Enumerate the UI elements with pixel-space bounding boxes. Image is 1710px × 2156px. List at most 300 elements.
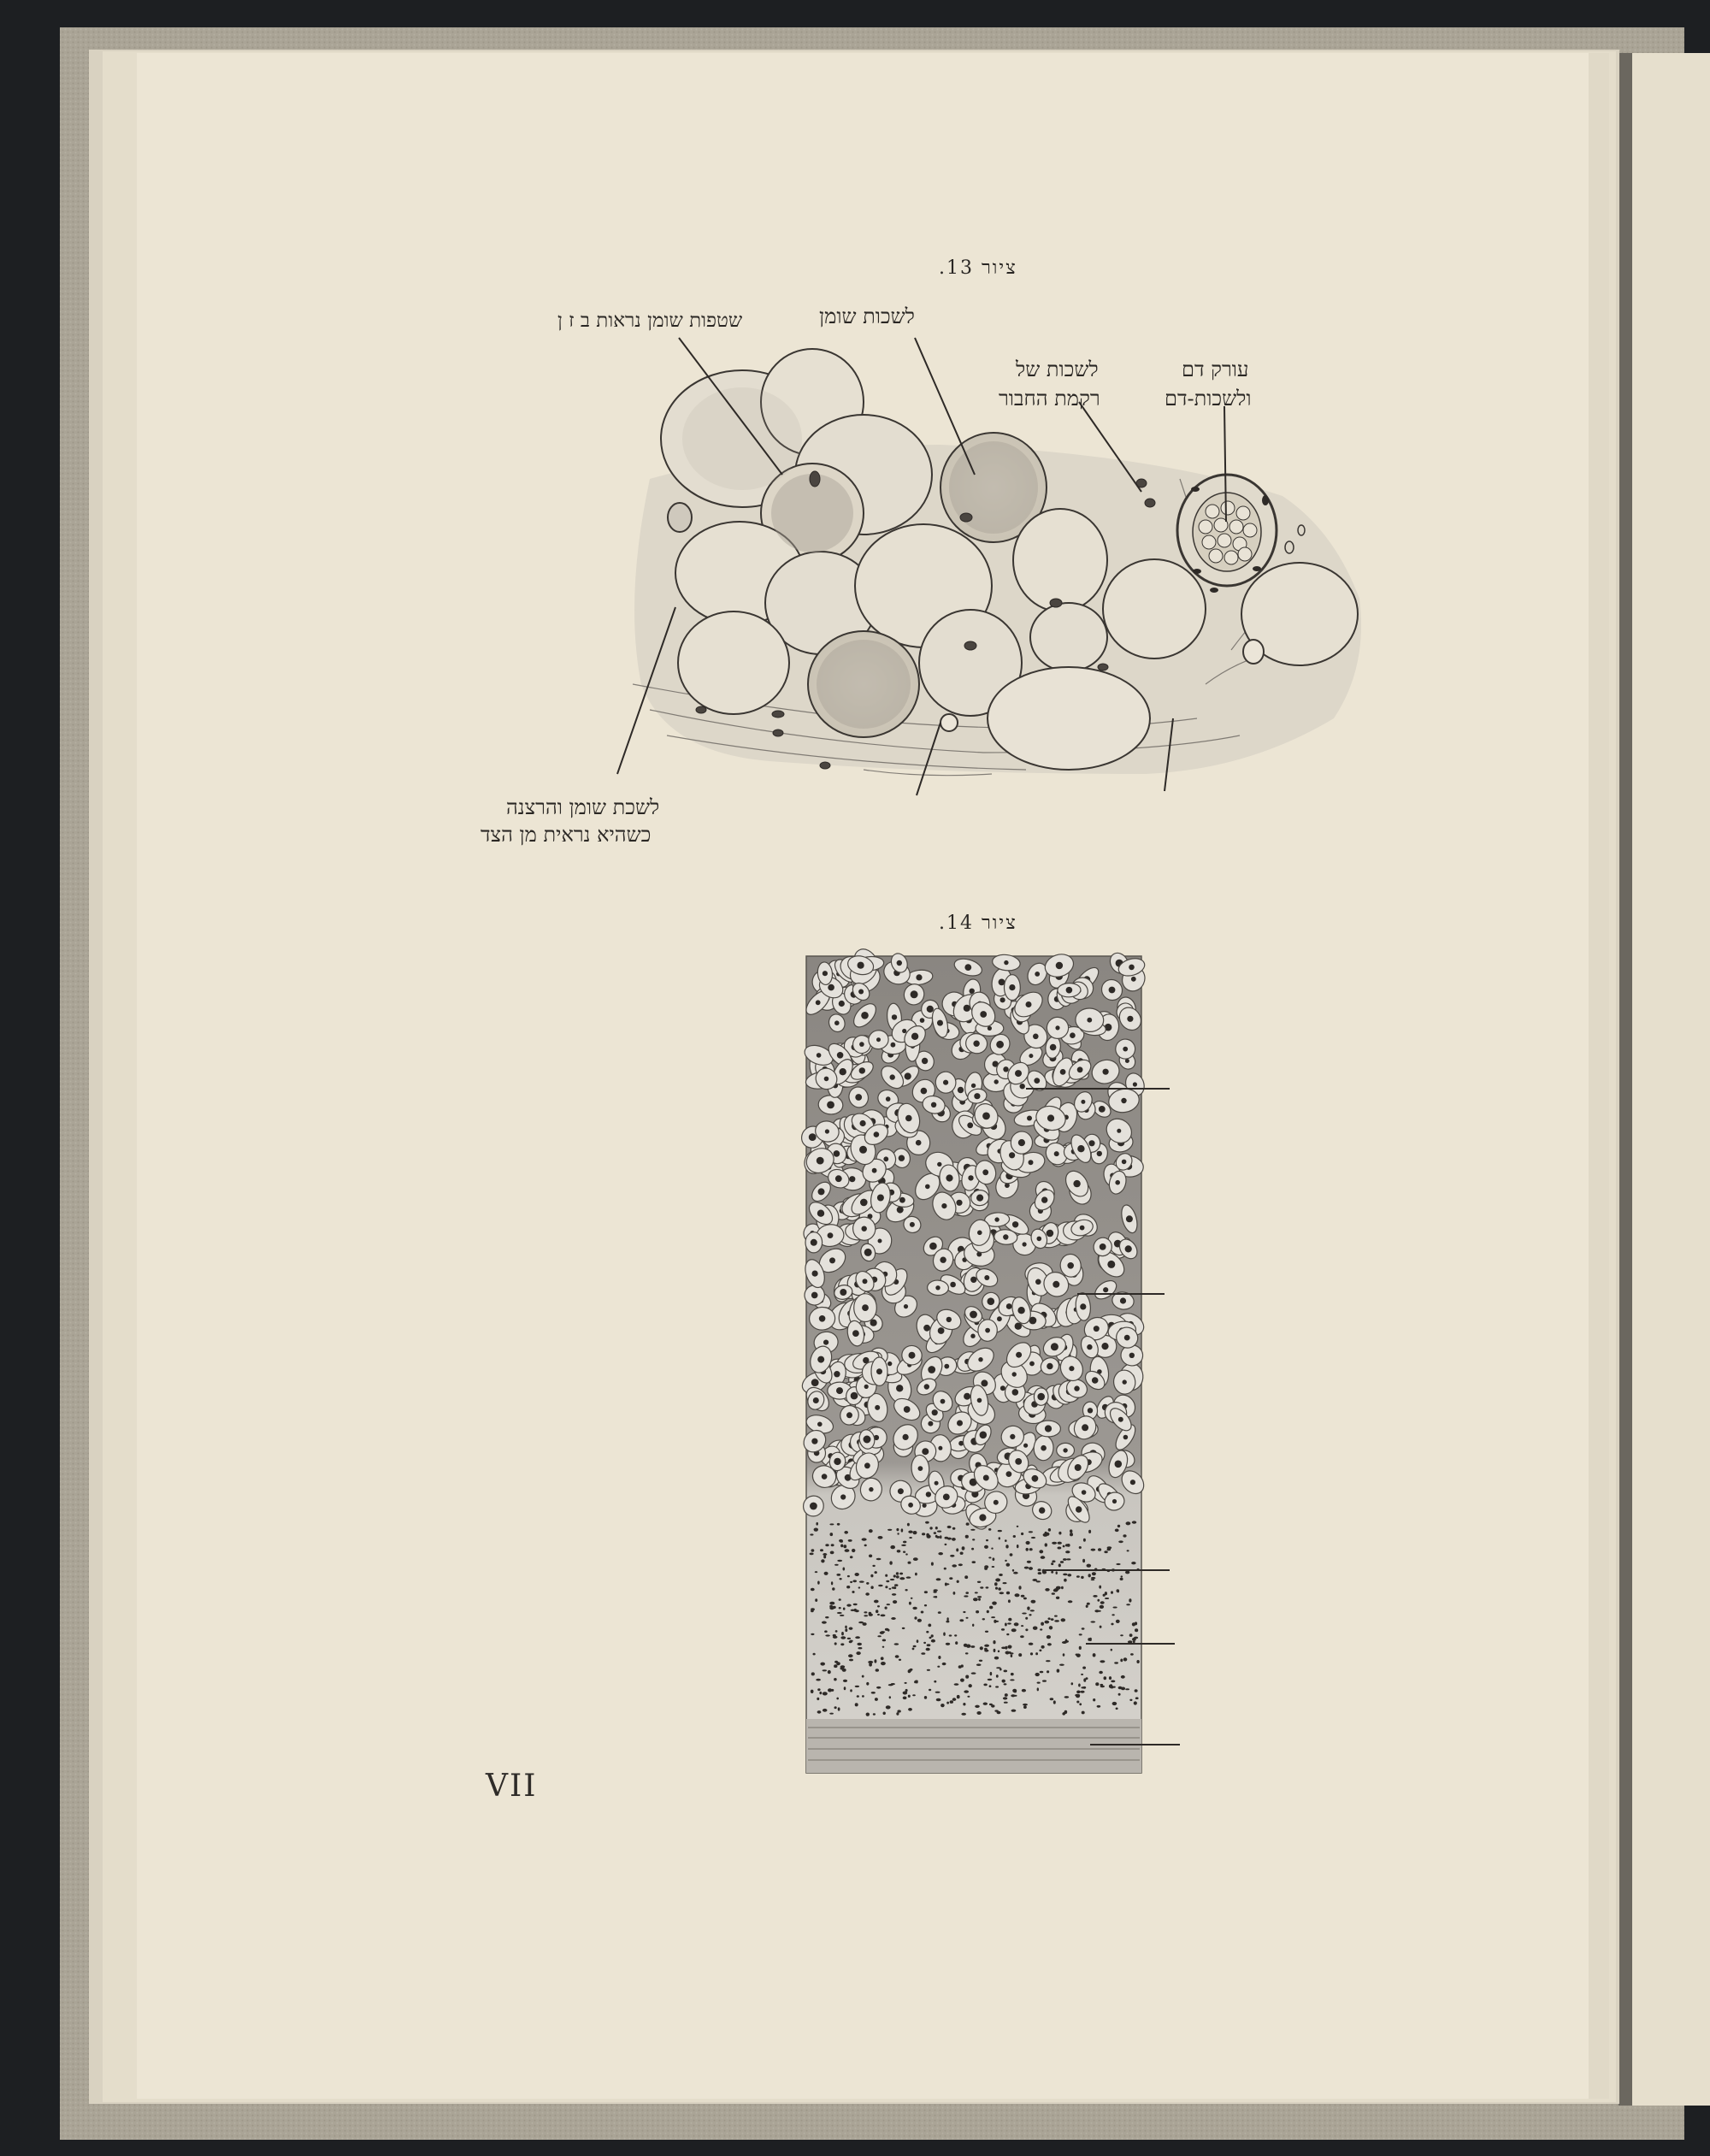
matrix-dot (830, 1551, 834, 1555)
matrix-dot (881, 1657, 884, 1660)
matrix-dot (855, 1703, 858, 1706)
cell-nucleus (1039, 1507, 1045, 1513)
matrix-dot (1136, 1660, 1139, 1663)
matrix-dot (901, 1545, 906, 1546)
matrix-dot (1076, 1691, 1081, 1694)
matrix-dot (1112, 1614, 1114, 1616)
cell-nucleus (1107, 1261, 1115, 1268)
matrix-dot (913, 1645, 917, 1647)
matrix-dot (825, 1616, 828, 1618)
matrix-dot (946, 1621, 949, 1623)
matrix-dot (852, 1591, 854, 1593)
matrix-dot (984, 1567, 988, 1570)
matrix-dot (912, 1607, 917, 1610)
matrix-dot (887, 1604, 890, 1605)
cell-nucleus (1129, 1353, 1135, 1358)
matrix-dot (1004, 1702, 1008, 1704)
label-fat-droplets: שטפות שומן נראות ב ז ן (557, 310, 743, 332)
matrix-dot (831, 1689, 834, 1692)
matrix-dot (1131, 1562, 1135, 1564)
matrix-dot (1045, 1532, 1047, 1535)
cell-nucleus (835, 1175, 842, 1182)
cell-nucleus (822, 1474, 828, 1480)
matrix-dot (815, 1598, 817, 1602)
matrix-dot (946, 1702, 949, 1704)
matrix-dot (949, 1634, 952, 1636)
matrix-dot (886, 1580, 889, 1582)
matrix-dot (1088, 1530, 1091, 1533)
cell-nucleus (878, 1239, 882, 1243)
matrix-dot (865, 1592, 870, 1596)
cell-nucleus (968, 1175, 973, 1180)
next-page (1631, 53, 1710, 2106)
matrix-dot (956, 1548, 958, 1551)
matrix-dot (899, 1573, 903, 1575)
cell-nucleus (1047, 1363, 1053, 1369)
cell-nucleus (860, 1199, 868, 1207)
matrix-dot (1100, 1626, 1102, 1628)
matrix-dot (931, 1562, 934, 1566)
matrix-dot (1014, 1695, 1017, 1697)
matrix-dot (834, 1706, 837, 1709)
cell-nucleus (1127, 1016, 1133, 1022)
matrix-dot (1117, 1525, 1120, 1527)
matrix-dot (1125, 1688, 1129, 1690)
cell-nucleus (1003, 1066, 1008, 1072)
matrix-dot (1123, 1534, 1126, 1537)
matrix-dot (1064, 1579, 1067, 1582)
cell-nucleus (927, 1006, 934, 1013)
matrix-dot (849, 1640, 852, 1643)
matrix-dot (998, 1651, 999, 1653)
matrix-dot (908, 1531, 912, 1533)
matrix-dot (983, 1684, 987, 1686)
matrix-dot (909, 1669, 912, 1672)
matrix-dot (924, 1696, 927, 1699)
matrix-dot (824, 1572, 828, 1575)
cell-nucleus (904, 1406, 911, 1413)
matrix-dot (862, 1538, 867, 1540)
matrix-dot (937, 1666, 940, 1668)
matrix-dot (991, 1548, 993, 1550)
matrix-dot (836, 1662, 840, 1665)
matrix-dot (834, 1642, 837, 1645)
matrix-dot (1090, 1621, 1095, 1622)
matrix-dot (946, 1617, 948, 1621)
matrix-dot (965, 1592, 969, 1594)
cell-nucleus (904, 1304, 908, 1308)
matrix-dot (1091, 1549, 1096, 1551)
cell-nucleus (864, 1436, 871, 1444)
matrix-dot (1045, 1621, 1050, 1624)
cell-nucleus (896, 1385, 903, 1391)
cell-nucleus (1004, 960, 1008, 965)
matrix-dot (921, 1652, 925, 1655)
matrix-dot (1008, 1599, 1011, 1603)
matrix-dot (882, 1639, 886, 1642)
matrix-dot (1111, 1649, 1112, 1651)
matrix-dot (1083, 1678, 1086, 1681)
matrix-dot (928, 1624, 931, 1627)
matrix-dot (965, 1675, 969, 1679)
matrix-dot (1097, 1705, 1101, 1708)
matrix-dot (959, 1619, 964, 1621)
matrix-dot (1022, 1689, 1026, 1692)
matrix-dot (811, 1672, 815, 1675)
matrix-dot (1109, 1676, 1112, 1680)
cell-nucleus (994, 1079, 999, 1084)
matrix-dot (1117, 1591, 1119, 1593)
matrix-dot (986, 1586, 989, 1588)
matrix-dot (1047, 1643, 1052, 1645)
cell-nucleus (980, 1011, 987, 1018)
cell-nucleus (996, 1041, 1004, 1048)
cell-nucleus (876, 1368, 882, 1374)
cell-nucleus (1066, 987, 1073, 994)
cell-nucleus (1129, 965, 1135, 971)
matrix-dot (896, 1575, 899, 1578)
matrix-dot (810, 1533, 813, 1535)
cell-nucleus (1081, 1100, 1085, 1104)
matrix-dot (977, 1596, 982, 1598)
matrix-dot (843, 1680, 847, 1682)
matrix-dot (833, 1636, 838, 1639)
matrix-dot (908, 1695, 911, 1698)
matrix-dot (823, 1692, 828, 1695)
matrix-dot (859, 1580, 864, 1582)
cell-nucleus (1029, 1054, 1033, 1058)
matrix-dot (1092, 1572, 1096, 1575)
cell-nucleus (994, 1217, 999, 1221)
cell-nucleus (1033, 1034, 1039, 1040)
cell-nucleus (836, 1387, 843, 1394)
matrix-dot (1029, 1567, 1033, 1570)
matrix-dot (869, 1663, 872, 1666)
cell-nucleus (1117, 1129, 1121, 1133)
matrix-dot (1134, 1701, 1137, 1704)
matrix-dot (1052, 1560, 1055, 1562)
matrix-dot (984, 1648, 988, 1651)
matrix-dot (832, 1587, 834, 1591)
matrix-dot (817, 1581, 820, 1585)
matrix-dot (1091, 1579, 1094, 1580)
cell-nucleus (899, 1197, 905, 1203)
cell-nucleus (938, 1327, 945, 1334)
matrix-dot (849, 1627, 853, 1630)
cell-nucleus (855, 1094, 862, 1101)
matrix-dot (993, 1557, 995, 1561)
matrix-dot (1030, 1610, 1035, 1611)
cell-nucleus (922, 1448, 929, 1455)
matrix-dot (967, 1696, 970, 1698)
label-connective-cells-1: לשכות של (1016, 357, 1099, 381)
matrix-dot (995, 1686, 999, 1687)
matrix-dot (1123, 1657, 1128, 1661)
cell-nucleus (1056, 962, 1063, 969)
matrix-dot (1095, 1682, 1099, 1686)
matrix-dot (999, 1592, 1005, 1594)
matrix-dot (996, 1675, 999, 1678)
matrix-dot (1041, 1645, 1045, 1649)
cell-nucleus (1115, 1180, 1120, 1185)
matrix-dot (823, 1709, 828, 1712)
cell-nucleus (1080, 1303, 1086, 1309)
cell-nucleus (851, 1392, 858, 1400)
matrix-dot (911, 1598, 913, 1599)
matrix-dot (1059, 1664, 1064, 1666)
matrix-dot (934, 1589, 938, 1592)
matrix-dot (845, 1628, 847, 1632)
matrix-dot (1093, 1653, 1096, 1657)
matrix-dot (929, 1527, 932, 1529)
cell-nucleus (1099, 1106, 1106, 1113)
cell-nucleus (910, 1222, 915, 1227)
cell-nucleus (818, 1188, 825, 1195)
matrix-dot (855, 1636, 860, 1639)
matrix-dot (977, 1581, 981, 1583)
cell-nucleus (813, 1397, 819, 1403)
matrix-dot (828, 1670, 831, 1674)
matrix-dot (976, 1663, 982, 1666)
matrix-dot (990, 1672, 993, 1675)
cell-nucleus (1015, 1070, 1022, 1077)
matrix-dot (823, 1555, 826, 1558)
matrix-dot (1068, 1600, 1073, 1603)
matrix-dot (946, 1643, 950, 1645)
matrix-dot (903, 1541, 906, 1544)
cell-nucleus (1121, 1098, 1126, 1103)
matrix-dot (1100, 1660, 1105, 1663)
cell-nucleus (1017, 1307, 1024, 1314)
matrix-dot (819, 1692, 822, 1694)
matrix-dot (1105, 1598, 1109, 1599)
matrix-dot (1023, 1704, 1028, 1706)
matrix-dot (1058, 1563, 1061, 1567)
cell-nucleus (1074, 1385, 1079, 1391)
matrix-dot (874, 1659, 876, 1663)
cell-nucleus (1082, 1490, 1087, 1495)
cell-nucleus (935, 1285, 940, 1290)
matrix-dot (1079, 1646, 1082, 1650)
cell-nucleus (828, 984, 834, 991)
matrix-dot (1080, 1691, 1084, 1693)
cell-nucleus (1032, 1475, 1039, 1482)
cell-nucleus (892, 1014, 897, 1019)
matrix-dot (871, 1692, 876, 1694)
matrix-dot (964, 1575, 968, 1579)
matrix-dot (906, 1576, 911, 1578)
cell-nucleus (810, 1503, 817, 1510)
matrix-dot (894, 1643, 899, 1645)
matrix-dot (837, 1523, 840, 1526)
matrix-dot (831, 1581, 833, 1585)
matrix-dot (1018, 1653, 1022, 1657)
cell-nucleus (837, 1052, 844, 1059)
matrix-dot (1052, 1592, 1055, 1595)
matrix-dot (874, 1600, 879, 1604)
matrix-dot (991, 1704, 994, 1707)
cell-nucleus (834, 1150, 840, 1157)
matrix-dot (1089, 1638, 1092, 1641)
matrix-dot (923, 1642, 926, 1644)
cell-nucleus (1045, 1425, 1052, 1432)
cell-nucleus (1123, 1435, 1129, 1440)
matrix-dot (1107, 1546, 1112, 1549)
matrix-dot (1079, 1703, 1082, 1705)
matrix-dot (1064, 1696, 1070, 1698)
matrix-dot (1104, 1676, 1107, 1680)
matrix-dot (1134, 1637, 1138, 1639)
matrix-dot (965, 1535, 969, 1539)
matrix-dot (989, 1606, 993, 1610)
matrix-dot (817, 1698, 819, 1700)
matrix-dot (995, 1587, 998, 1590)
matrix-dot (813, 1653, 816, 1656)
matrix-dot (840, 1643, 844, 1645)
matrix-dot (1018, 1586, 1021, 1589)
matrix-dot (936, 1578, 941, 1580)
matrix-dot (994, 1710, 998, 1711)
cell-nucleus (872, 1168, 877, 1173)
matrix-dot (917, 1639, 919, 1643)
cell-nucleus (1118, 1417, 1123, 1422)
matrix-dot (891, 1683, 895, 1685)
figure-14-illustration (797, 945, 1180, 1773)
cell-nucleus (977, 1398, 982, 1403)
cell-nucleus (1115, 1461, 1123, 1468)
matrix-dot (1046, 1660, 1051, 1662)
matrix-dot (963, 1611, 965, 1613)
matrix-dot (972, 1561, 976, 1563)
matrix-dot (1112, 1702, 1117, 1705)
matrix-dot (876, 1558, 882, 1560)
matrix-dot (987, 1610, 989, 1613)
matrix-dot (1111, 1591, 1113, 1593)
matrix-dot (849, 1659, 853, 1662)
cell-nucleus (1006, 1471, 1012, 1477)
matrix-dot (824, 1630, 828, 1633)
matrix-dot (881, 1662, 886, 1665)
cell-nucleus (971, 1084, 976, 1088)
matrix-dot (841, 1632, 844, 1635)
matrix-dot (1104, 1551, 1107, 1553)
cell-nucleus (1131, 977, 1136, 982)
matrix-dot (857, 1643, 862, 1645)
matrix-dot (1116, 1620, 1120, 1623)
cell-nucleus (1077, 1145, 1084, 1152)
cell-nucleus (916, 1140, 922, 1146)
matrix-dot (1021, 1533, 1023, 1535)
matrix-dot (1082, 1627, 1085, 1629)
matrix-dot (814, 1528, 818, 1532)
matrix-dot (903, 1692, 908, 1695)
matrix-dot (1076, 1654, 1081, 1657)
cell-nucleus (1087, 1344, 1092, 1350)
matrix-dot (1076, 1575, 1080, 1578)
matrix-dot (991, 1616, 995, 1618)
matrix-dot (840, 1636, 846, 1639)
cell-nucleus (1060, 1069, 1066, 1075)
cell-nucleus (877, 1195, 884, 1202)
cell-nucleus (846, 1412, 852, 1418)
cell-nucleus (1026, 1001, 1032, 1007)
matrix-dot (931, 1639, 935, 1643)
matrix-dot (870, 1586, 873, 1589)
cell-nucleus (1133, 1082, 1137, 1086)
label-side-view-2: כשהיא נראית מן הצד (481, 823, 652, 847)
matrix-dot (905, 1682, 907, 1684)
matrix-dot (1002, 1680, 1005, 1683)
cell-nucleus (924, 1384, 929, 1389)
cell-nucleus (1037, 1237, 1042, 1242)
matrix-dot (935, 1596, 937, 1598)
matrix-dot (847, 1575, 850, 1577)
matrix-dot (952, 1698, 957, 1701)
cell-nucleus (1016, 1352, 1022, 1358)
matrix-dot (1027, 1607, 1029, 1610)
matrix-dot (894, 1584, 899, 1586)
matrix-dot (840, 1667, 845, 1669)
matrix-dot (1126, 1604, 1130, 1605)
matrix-dot (1093, 1698, 1095, 1701)
cell-nucleus (898, 1488, 904, 1494)
matrix-dot (853, 1604, 858, 1605)
matrix-dot (961, 1713, 966, 1716)
cell-nucleus (858, 962, 864, 969)
matrix-dot (954, 1634, 957, 1636)
matrix-dot (960, 1679, 964, 1682)
matrix-dot (869, 1612, 872, 1615)
matrix-dot (999, 1537, 1000, 1539)
matrix-dot (866, 1582, 869, 1585)
matrix-dot (1007, 1622, 1011, 1624)
matrix-dot (912, 1648, 915, 1651)
matrix-dot (892, 1586, 895, 1588)
cell-nucleus (886, 1096, 891, 1102)
cell-nucleus (1120, 1297, 1126, 1303)
matrix-dot (1042, 1569, 1046, 1573)
matrix-dot (890, 1579, 895, 1580)
matrix-dot (924, 1591, 928, 1593)
matrix-dot (986, 1539, 988, 1541)
matrix-dot (1017, 1526, 1019, 1527)
matrix-dot (1005, 1545, 1008, 1548)
cell-nucleus (852, 1330, 859, 1337)
label-fat-cells: לשכות שומן (819, 304, 915, 328)
matrix-dot (1129, 1699, 1132, 1701)
matrix-dot (864, 1545, 867, 1547)
matrix-dot (988, 1556, 991, 1558)
matrix-dot (811, 1549, 815, 1551)
cell-nucleus (918, 1466, 923, 1471)
matrix-dot (1039, 1550, 1043, 1553)
matrix-dot (1038, 1568, 1041, 1571)
matrix-dot (934, 1680, 936, 1683)
matrix-dot (980, 1646, 983, 1650)
matrix-dot (877, 1605, 880, 1607)
matrix-dot (1026, 1548, 1029, 1551)
cell-nucleus (929, 1243, 937, 1250)
cell-nucleus (864, 1249, 872, 1256)
matrix-dot (848, 1539, 852, 1542)
matrix-dot (1103, 1594, 1106, 1597)
cell-nucleus (1047, 1230, 1054, 1237)
matrix-dot (926, 1533, 929, 1537)
matrix-dot (1036, 1580, 1041, 1582)
cell-nucleus (840, 1494, 846, 1499)
cell-nucleus (1070, 1032, 1076, 1038)
matrix-dot (1029, 1531, 1033, 1533)
